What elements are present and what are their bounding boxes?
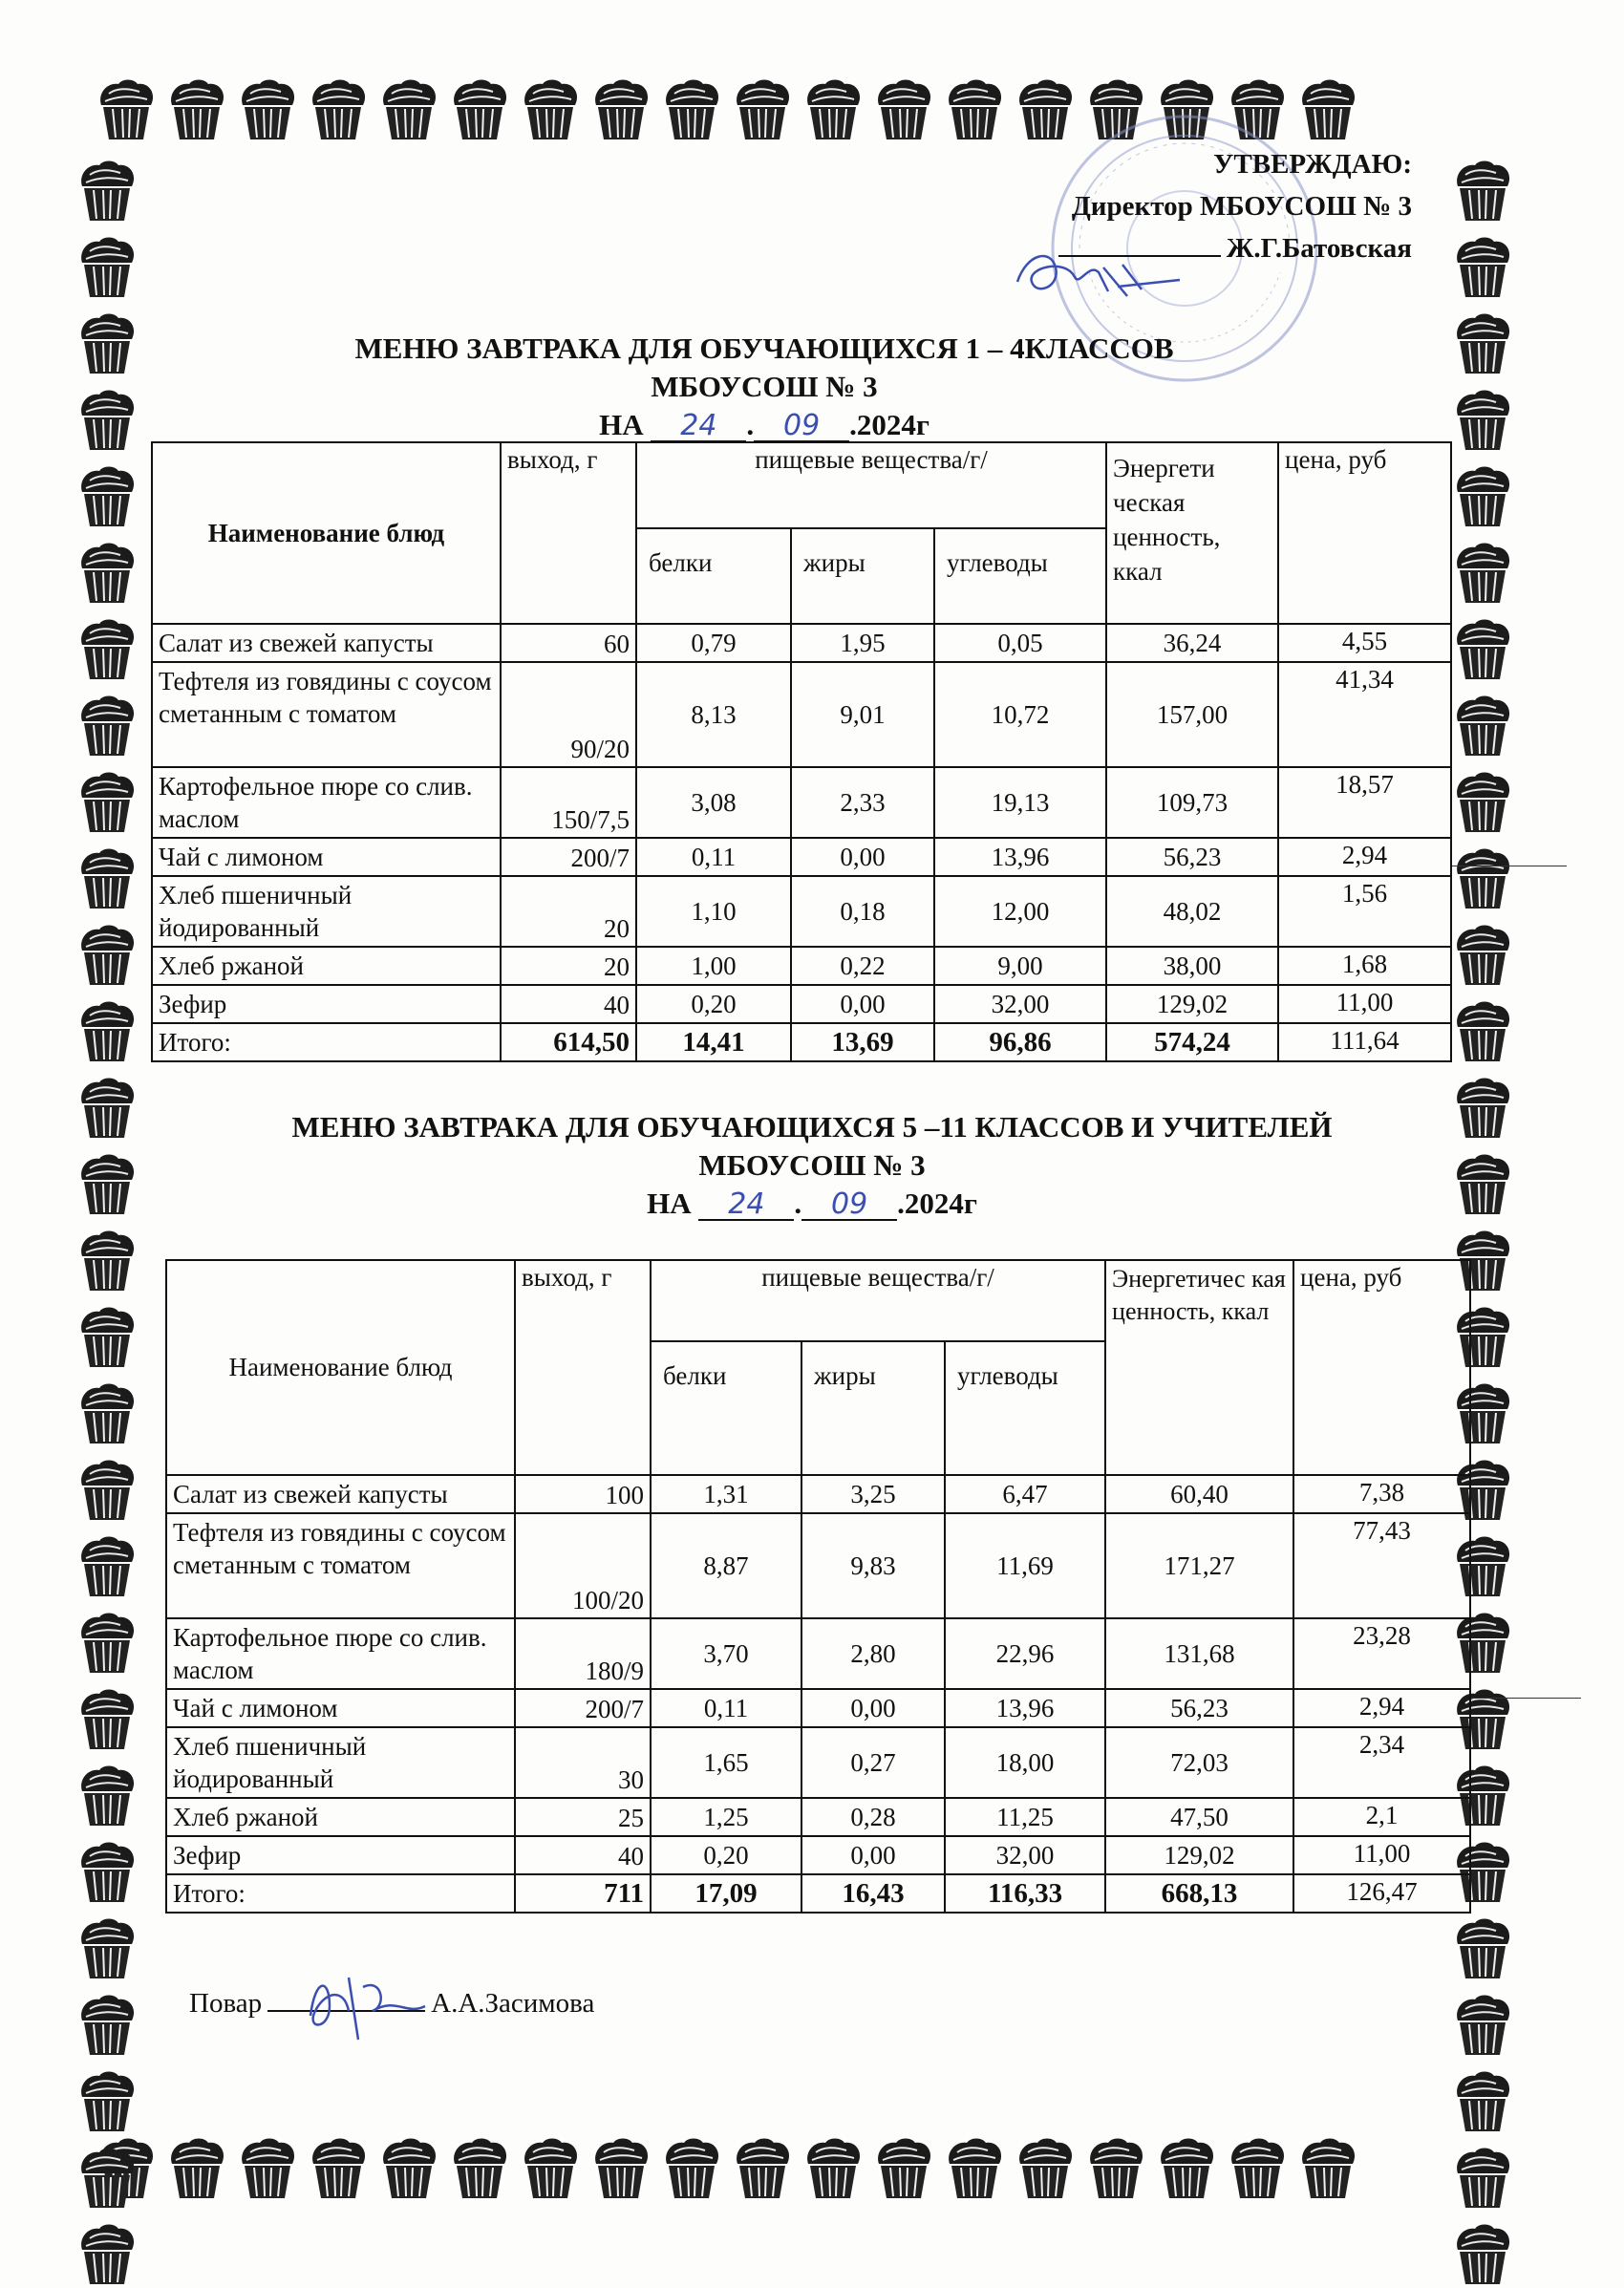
- header-fat: жиры: [801, 1341, 945, 1475]
- yield-cell: 100: [515, 1475, 651, 1513]
- cupcake-icon: [1452, 1075, 1513, 1142]
- header-energy: Энергети ческая ценность, ккал: [1106, 442, 1278, 624]
- cupcake-icon: [237, 76, 298, 143]
- cupcake-icon: [76, 2221, 138, 2288]
- cupcake-icon: [802, 76, 864, 143]
- cupcake-icon: [449, 76, 510, 143]
- carbs-cell: 32,00: [945, 1836, 1105, 1874]
- total-yield: 711: [515, 1874, 651, 1913]
- protein-cell: 0,20: [651, 1836, 801, 1874]
- cupcake-icon: [1015, 2135, 1076, 2202]
- price-cell: 41,34: [1278, 662, 1451, 767]
- energy-cell: 72,03: [1105, 1727, 1293, 1798]
- protein-cell: 0,11: [651, 1689, 801, 1727]
- total-energy: 574,24: [1106, 1023, 1278, 1061]
- date-month: 09: [801, 1190, 897, 1221]
- header-yield: выход, г: [515, 1260, 651, 1475]
- menu-secondary-title: [191, 1108, 1433, 1223]
- header-price: цена, руб: [1278, 442, 1451, 624]
- cook-signature-icon: [291, 1958, 444, 2044]
- approval-heading: УТВЕРЖДАЮ:: [1213, 149, 1412, 180]
- fat-cell: 3,25: [801, 1475, 945, 1513]
- carbs-cell: 18,00: [945, 1727, 1105, 1798]
- energy-cell: 47,50: [1105, 1798, 1293, 1836]
- header-protein: белки: [651, 1341, 801, 1475]
- fat-cell: 0,28: [801, 1798, 945, 1836]
- table-row: [152, 876, 1451, 947]
- price-cell: 77,43: [1293, 1513, 1470, 1618]
- cupcake-border-right: [1452, 158, 1513, 2288]
- carbs-cell: 22,96: [945, 1618, 1105, 1689]
- fat-cell: 0,00: [791, 985, 934, 1023]
- dish-name-cell: Картофельное пюре со слив. маслом: [152, 767, 501, 838]
- dish-name-cell: Салат из свежей капусты: [166, 1475, 515, 1513]
- cupcake-icon: [944, 2135, 1005, 2202]
- cupcake-icon: [732, 2135, 793, 2202]
- protein-cell: 1,65: [651, 1727, 801, 1798]
- cupcake-icon: [873, 76, 934, 143]
- cupcake-icon: [378, 2135, 439, 2202]
- protein-cell: 0,20: [636, 985, 791, 1023]
- cupcake-icon: [1452, 922, 1513, 989]
- cupcake-icon: [1452, 2221, 1513, 2288]
- table-row: [166, 1798, 1470, 1836]
- cupcake-icon: [520, 76, 581, 143]
- protein-cell: 8,13: [636, 662, 791, 767]
- cupcake-icon: [378, 76, 439, 143]
- cupcake-icon: [1452, 387, 1513, 454]
- yield-cell: 20: [501, 947, 636, 985]
- total-carbs: 96,86: [934, 1023, 1106, 1061]
- cupcake-icon: [76, 540, 138, 607]
- cupcake-icon: [76, 2145, 138, 2212]
- fat-cell: 0,00: [801, 1836, 945, 1874]
- header-carbs: углеводы: [934, 528, 1106, 624]
- date-prefix: НА: [599, 408, 644, 441]
- energy-cell: 157,00: [1106, 662, 1278, 767]
- price-cell: 2,1: [1293, 1798, 1470, 1836]
- total-label: Итого:: [166, 1874, 515, 1913]
- approval-position: Директор МБОУСОШ № 3: [1071, 191, 1412, 222]
- protein-cell: 0,79: [636, 624, 791, 662]
- protein-cell: 8,87: [651, 1513, 801, 1618]
- yield-cell: 180/9: [515, 1618, 651, 1689]
- total-row: [152, 1023, 1451, 1061]
- price-cell: 18,57: [1278, 767, 1451, 838]
- cupcake-icon: [76, 1304, 138, 1371]
- cupcake-icon: [76, 234, 138, 301]
- date-sep: .: [746, 408, 755, 441]
- energy-cell: 60,40: [1105, 1475, 1293, 1513]
- table-row: [166, 1689, 1470, 1727]
- cupcake-icon: [1452, 845, 1513, 912]
- cupcake-icon: [76, 1228, 138, 1294]
- yield-cell: 60: [501, 624, 636, 662]
- carbs-cell: 32,00: [934, 985, 1106, 1023]
- cupcake-icon: [1452, 1992, 1513, 2059]
- cupcake-icon: [76, 1763, 138, 1829]
- menu-primary-title: [287, 330, 1242, 444]
- date-suffix: .2024г: [897, 1187, 977, 1220]
- carbs-cell: 0,05: [934, 624, 1106, 662]
- cupcake-icon: [1452, 1151, 1513, 1218]
- cupcake-icon: [76, 1992, 138, 2059]
- price-cell: 1,68: [1278, 947, 1451, 985]
- menu-secondary-title-line1: МЕНЮ ЗАВТРАКА ДЛЯ ОБУЧАЮЩИХСЯ 5 –11 КЛАССОВ И УЧИТЕЛЕЙ: [291, 1110, 1333, 1144]
- approval-signer: Ж.Г.Батовская: [1226, 233, 1412, 264]
- cupcake-icon: [308, 76, 369, 143]
- dish-name-cell: Зефир: [166, 1836, 515, 1874]
- energy-cell: 129,02: [1106, 985, 1278, 1023]
- cupcake-icon: [76, 1915, 138, 1982]
- energy-cell: 171,27: [1105, 1513, 1293, 1618]
- fat-cell: 1,95: [791, 624, 934, 662]
- header-carbs: углеводы: [945, 1341, 1105, 1475]
- dish-name-cell: Тефтеля из говядины с соусом сметанным с томатом: [152, 662, 501, 767]
- carbs-cell: 10,72: [934, 662, 1106, 767]
- cupcake-border-left: [76, 158, 138, 2288]
- yield-cell: 90/20: [501, 662, 636, 767]
- header-nutrients: пищевые вещества/г/: [636, 442, 1106, 528]
- date-sep: .: [794, 1187, 802, 1220]
- cupcake-icon: [166, 2135, 227, 2202]
- protein-cell: 0,11: [636, 838, 791, 876]
- total-label: Итого:: [152, 1023, 501, 1061]
- cupcake-icon: [76, 387, 138, 454]
- cupcake-icon: [1452, 310, 1513, 377]
- cupcake-icon: [76, 2068, 138, 2135]
- cupcake-icon: [76, 1075, 138, 1142]
- date-prefix: НА: [647, 1187, 692, 1220]
- carbs-cell: 6,47: [945, 1475, 1105, 1513]
- cupcake-icon: [1452, 2145, 1513, 2212]
- dish-name-cell: Хлеб пшеничный йодированный: [152, 876, 501, 947]
- yield-cell: 150/7,5: [501, 767, 636, 838]
- date-day: 24: [698, 1190, 794, 1221]
- total-protein: 14,41: [636, 1023, 791, 1061]
- cupcake-icon: [449, 2135, 510, 2202]
- total-carbs: 116,33: [945, 1874, 1105, 1913]
- carbs-cell: 9,00: [934, 947, 1106, 985]
- cupcake-icon: [1452, 769, 1513, 836]
- fat-cell: 0,00: [801, 1689, 945, 1727]
- energy-cell: 109,73: [1106, 767, 1278, 838]
- table-row: [152, 985, 1451, 1023]
- cupcake-icon: [76, 1610, 138, 1677]
- cupcake-icon: [76, 922, 138, 989]
- energy-cell: 38,00: [1106, 947, 1278, 985]
- table-row: [166, 1513, 1470, 1618]
- yield-cell: 25: [515, 1798, 651, 1836]
- protein-cell: 1,00: [636, 947, 791, 985]
- energy-cell: 56,23: [1105, 1689, 1293, 1727]
- total-protein: 17,09: [651, 1874, 801, 1913]
- dish-name-cell: Хлеб ржаной: [152, 947, 501, 985]
- header-dish-name: Наименование блюд: [166, 1260, 515, 1475]
- header-dish-name: Наименование блюд: [152, 442, 501, 624]
- cupcake-icon: [76, 845, 138, 912]
- carbs-cell: 11,25: [945, 1798, 1105, 1836]
- protein-cell: 3,08: [636, 767, 791, 838]
- table-row: [152, 838, 1451, 876]
- carbs-cell: 13,96: [934, 838, 1106, 876]
- cupcake-icon: [590, 2135, 652, 2202]
- price-cell: 2,34: [1293, 1727, 1470, 1798]
- price-cell: 2,94: [1293, 1689, 1470, 1727]
- fat-cell: 9,83: [801, 1513, 945, 1618]
- carbs-cell: 19,13: [934, 767, 1106, 838]
- date-day: 24: [651, 412, 746, 442]
- director-signature-icon: [1008, 244, 1189, 310]
- price-cell: 11,00: [1293, 1836, 1470, 1874]
- dish-name-cell: Тефтеля из говядины с соусом сметанным с томатом: [166, 1513, 515, 1618]
- cupcake-icon: [96, 76, 157, 143]
- price-cell: 2,94: [1278, 838, 1451, 876]
- cupcake-icon: [76, 998, 138, 1065]
- cupcake-icon: [1085, 2135, 1146, 2202]
- fat-cell: 9,01: [791, 662, 934, 767]
- cupcake-icon: [76, 158, 138, 225]
- cupcake-icon: [590, 76, 652, 143]
- cupcake-icon: [1227, 2135, 1288, 2202]
- table-row: [166, 1618, 1470, 1689]
- dish-name-cell: Хлеб ржаной: [166, 1798, 515, 1836]
- cupcake-icon: [1452, 693, 1513, 759]
- protein-cell: 1,31: [651, 1475, 801, 1513]
- price-cell: 23,28: [1293, 1618, 1470, 1689]
- energy-cell: 48,02: [1106, 876, 1278, 947]
- menu-primary-title-line1: МЕНЮ ЗАВТРАКА ДЛЯ ОБУЧАЮЩИХСЯ 1 – 4КЛАССОВ: [354, 331, 1174, 365]
- yield-cell: 100/20: [515, 1513, 651, 1618]
- cupcake-icon: [308, 2135, 369, 2202]
- energy-cell: 129,02: [1105, 1836, 1293, 1874]
- cupcake-icon: [1452, 234, 1513, 301]
- yield-cell: 40: [501, 985, 636, 1023]
- cupcake-icon: [873, 2135, 934, 2202]
- date-month: 09: [754, 412, 849, 442]
- menu-secondary-title-line2: МБОУСОШ № 3: [698, 1148, 926, 1182]
- header-yield: выход, г: [501, 442, 636, 624]
- cupcake-icon: [1452, 463, 1513, 530]
- carbs-cell: 13,96: [945, 1689, 1105, 1727]
- cook-name: А.А.Засимова: [431, 1988, 595, 2019]
- cupcake-icon: [661, 76, 722, 143]
- cupcake-icon: [661, 2135, 722, 2202]
- scan-artifact-line: [1471, 1698, 1581, 1699]
- dish-name-cell: Чай с лимоном: [166, 1689, 515, 1727]
- protein-cell: 1,10: [636, 876, 791, 947]
- date-suffix: .2024г: [849, 408, 930, 441]
- price-cell: 1,56: [1278, 876, 1451, 947]
- dish-name-cell: Салат из свежей капусты: [152, 624, 501, 662]
- cupcake-icon: [76, 1151, 138, 1218]
- table-row: [166, 1727, 1470, 1798]
- header-price: цена, руб: [1293, 1260, 1470, 1475]
- cupcake-icon: [1452, 616, 1513, 683]
- yield-cell: 200/7: [515, 1689, 651, 1727]
- fat-cell: 0,00: [791, 838, 934, 876]
- cupcake-icon: [237, 2135, 298, 2202]
- cupcake-icon: [76, 1686, 138, 1753]
- energy-cell: 131,68: [1105, 1618, 1293, 1689]
- cupcake-border-bottom: [96, 2135, 1358, 2202]
- dish-name-cell: Картофельное пюре со слив. маслом: [166, 1618, 515, 1689]
- cupcake-icon: [76, 1839, 138, 1906]
- cupcake-icon: [802, 2135, 864, 2202]
- total-price: 126,47: [1293, 1874, 1470, 1913]
- header-energy: Энергетичес кая ценность, ккал: [1105, 1260, 1293, 1475]
- table-row: [152, 947, 1451, 985]
- cupcake-icon: [1452, 158, 1513, 225]
- menu-primary-table: [151, 441, 1452, 1062]
- cupcake-icon: [76, 769, 138, 836]
- total-yield: 614,50: [501, 1023, 636, 1061]
- cook-label: Повар: [189, 1988, 263, 2019]
- cupcake-icon: [1452, 998, 1513, 1065]
- total-price: 111,64: [1278, 1023, 1451, 1061]
- header-nutrients: пищевые вещества/г/: [651, 1260, 1105, 1341]
- yield-cell: 200/7: [501, 838, 636, 876]
- fat-cell: 2,80: [801, 1618, 945, 1689]
- table-row: [152, 662, 1451, 767]
- cupcake-icon: [166, 76, 227, 143]
- cupcake-icon: [76, 1533, 138, 1600]
- carbs-cell: 11,69: [945, 1513, 1105, 1618]
- cupcake-icon: [76, 693, 138, 759]
- yield-cell: 40: [515, 1836, 651, 1874]
- table-row: [166, 1475, 1470, 1513]
- fat-cell: 0,22: [791, 947, 934, 985]
- table-row: [152, 624, 1451, 662]
- cupcake-icon: [520, 2135, 581, 2202]
- total-row: [166, 1874, 1470, 1913]
- protein-cell: 1,25: [651, 1798, 801, 1836]
- table-row: [152, 767, 1451, 838]
- energy-cell: 56,23: [1106, 838, 1278, 876]
- cupcake-icon: [1156, 2135, 1217, 2202]
- cupcake-icon: [1297, 2135, 1358, 2202]
- header-fat: жиры: [791, 528, 934, 624]
- price-cell: 7,38: [1293, 1475, 1470, 1513]
- cupcake-icon: [76, 616, 138, 683]
- dish-name-cell: Чай с лимоном: [152, 838, 501, 876]
- menu-secondary-table: [165, 1259, 1471, 1914]
- fat-cell: 2,33: [791, 767, 934, 838]
- cupcake-icon: [76, 1457, 138, 1524]
- cupcake-icon: [1452, 540, 1513, 607]
- total-fat: 13,69: [791, 1023, 934, 1061]
- cupcake-icon: [76, 463, 138, 530]
- yield-cell: 30: [515, 1727, 651, 1798]
- carbs-cell: 12,00: [934, 876, 1106, 947]
- yield-cell: 20: [501, 876, 636, 947]
- menu-primary-date: [287, 406, 1242, 444]
- cupcake-icon: [1452, 1915, 1513, 1982]
- menu-secondary-date: [191, 1185, 1433, 1223]
- fat-cell: 0,27: [801, 1727, 945, 1798]
- fat-cell: 0,18: [791, 876, 934, 947]
- table-row: [166, 1836, 1470, 1874]
- cupcake-icon: [76, 1380, 138, 1447]
- price-cell: 11,00: [1278, 985, 1451, 1023]
- dish-name-cell: Зефир: [152, 985, 501, 1023]
- total-energy: 668,13: [1105, 1874, 1293, 1913]
- header-protein: белки: [636, 528, 791, 624]
- protein-cell: 3,70: [651, 1618, 801, 1689]
- energy-cell: 36,24: [1106, 624, 1278, 662]
- cupcake-icon: [76, 310, 138, 377]
- dish-name-cell: Хлеб пшеничный йодированный: [166, 1727, 515, 1798]
- total-fat: 16,43: [801, 1874, 945, 1913]
- price-cell: 4,55: [1278, 624, 1451, 662]
- cupcake-icon: [1452, 2068, 1513, 2135]
- cupcake-icon: [732, 76, 793, 143]
- cupcake-icon: [944, 76, 1005, 143]
- menu-primary-title-line2: МБОУСОШ № 3: [651, 370, 878, 403]
